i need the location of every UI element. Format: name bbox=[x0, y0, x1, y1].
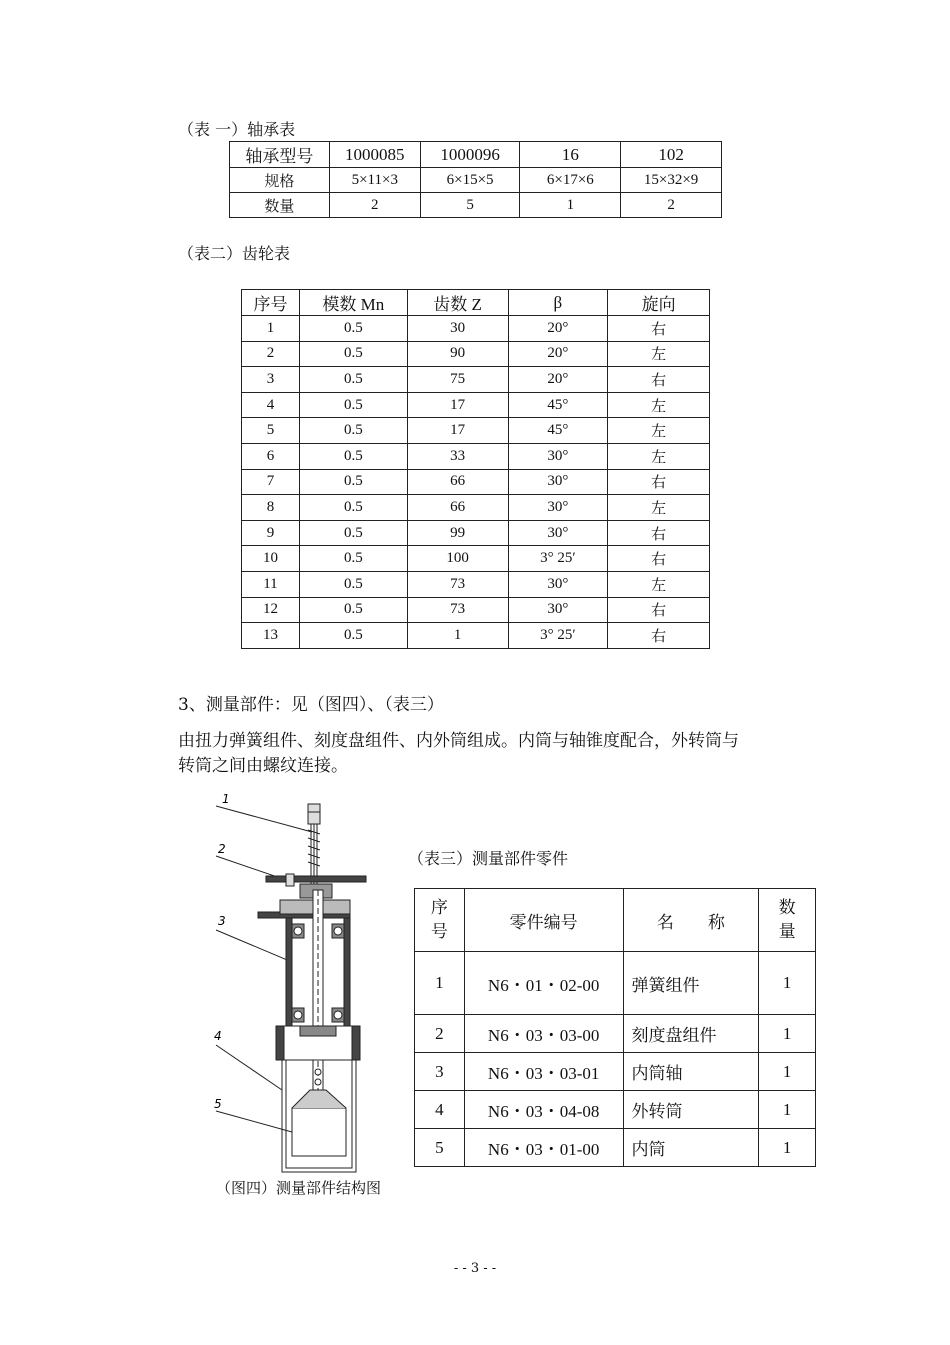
header-cell: β bbox=[508, 290, 608, 316]
table-cell: N6・01・02-00 bbox=[464, 952, 623, 1015]
table-cell: N6・03・04-08 bbox=[464, 1091, 623, 1129]
table-row bbox=[230, 193, 722, 218]
table-cell: 右 bbox=[608, 316, 710, 342]
table-row bbox=[242, 623, 710, 649]
table-cell: 1 bbox=[759, 1015, 816, 1053]
table1-caption: （表 一）轴承表 bbox=[178, 120, 296, 139]
figure4-caption: （图四）测量部件结构图 bbox=[216, 1179, 382, 1197]
paragraph-line: 转筒之间由螺纹连接。 bbox=[178, 756, 348, 776]
table-cell: 5 bbox=[420, 193, 520, 218]
table-cell: 2 bbox=[329, 193, 420, 218]
table-cell: 1 bbox=[759, 1129, 816, 1167]
table-cell: 17 bbox=[407, 392, 508, 418]
table-cell: 5×11×3 bbox=[329, 168, 420, 193]
table-cell: 45° bbox=[508, 418, 608, 444]
table-cell: 1 bbox=[415, 952, 465, 1015]
table-cell: 0.5 bbox=[299, 571, 407, 597]
diagram-label-2: 2 bbox=[218, 842, 226, 856]
table-row bbox=[415, 1015, 816, 1053]
table-cell: 30° bbox=[508, 597, 608, 623]
table-cell: 0.5 bbox=[299, 418, 407, 444]
table-cell: N6・03・03-00 bbox=[464, 1015, 623, 1053]
table-cell: 8 bbox=[242, 495, 300, 521]
table-row bbox=[242, 418, 710, 444]
table-row bbox=[242, 341, 710, 367]
table-cell: 2 bbox=[621, 193, 722, 218]
table-cell: 66 bbox=[407, 469, 508, 495]
table-cell: 右 bbox=[608, 469, 710, 495]
diagram-label-5: 5 bbox=[214, 1097, 222, 1111]
table-cell: 6 bbox=[242, 443, 300, 469]
measuring-parts-table bbox=[414, 888, 816, 1167]
table2-caption: （表二）齿轮表 bbox=[178, 244, 291, 263]
table-cell: 左 bbox=[608, 443, 710, 469]
table-cell: 33 bbox=[407, 443, 508, 469]
table-header-row bbox=[242, 290, 710, 316]
table-cell: 内筒轴 bbox=[623, 1053, 759, 1091]
table-cell: 2 bbox=[415, 1015, 465, 1053]
table-cell: 30° bbox=[508, 520, 608, 546]
leader-line-4 bbox=[216, 1045, 282, 1090]
table-row bbox=[242, 571, 710, 597]
table-cell: 3° 25′ bbox=[508, 623, 608, 649]
table-cell: 7 bbox=[242, 469, 300, 495]
table-cell: 10 bbox=[242, 546, 300, 572]
table-cell: 0.5 bbox=[299, 392, 407, 418]
table-cell: 30 bbox=[407, 316, 508, 342]
table-cell: 0.5 bbox=[299, 597, 407, 623]
header-part-number: 零件编号 bbox=[464, 889, 623, 952]
table-row bbox=[230, 168, 722, 193]
table-cell: 90 bbox=[407, 341, 508, 367]
table-row bbox=[242, 367, 710, 393]
table-row bbox=[242, 597, 710, 623]
table-cell: 外转筒 bbox=[623, 1091, 759, 1129]
table-header-row bbox=[415, 889, 816, 952]
table-row bbox=[242, 392, 710, 418]
table-cell: 100 bbox=[407, 546, 508, 572]
table-cell: 0.5 bbox=[299, 520, 407, 546]
table-cell: 1000085 bbox=[329, 142, 420, 168]
page-number: - - 3 - - bbox=[453, 1261, 497, 1276]
table-cell: 102 bbox=[621, 142, 722, 168]
table-cell: 30° bbox=[508, 571, 608, 597]
table-cell: 弹簧组件 bbox=[623, 952, 759, 1015]
table-cell: 9 bbox=[242, 520, 300, 546]
table-cell: 0.5 bbox=[299, 341, 407, 367]
diagram-label-3: 3 bbox=[218, 914, 226, 928]
table-cell: N6・03・03-01 bbox=[464, 1053, 623, 1091]
table-cell: 刻度盘组件 bbox=[623, 1015, 759, 1053]
table-cell: 5 bbox=[415, 1129, 465, 1167]
table-cell: 5 bbox=[242, 418, 300, 444]
table-cell: 0.5 bbox=[299, 469, 407, 495]
table-cell: 4 bbox=[242, 392, 300, 418]
table-cell: 0.5 bbox=[299, 367, 407, 393]
measuring-part-diagram bbox=[200, 790, 400, 1180]
table-cell: 6×17×6 bbox=[520, 168, 621, 193]
table-cell: 1 bbox=[759, 1053, 816, 1091]
header-cell: 模数 Mn bbox=[299, 290, 407, 316]
bearing-table bbox=[229, 141, 722, 218]
table-cell: 1 bbox=[759, 1091, 816, 1129]
table-cell: 11 bbox=[242, 571, 300, 597]
table-row bbox=[242, 443, 710, 469]
table-row bbox=[242, 316, 710, 342]
table-cell: 1 bbox=[520, 193, 621, 218]
table-cell: 0.5 bbox=[299, 623, 407, 649]
table-row bbox=[242, 520, 710, 546]
table-cell: 左 bbox=[608, 495, 710, 521]
table-cell: 75 bbox=[407, 367, 508, 393]
header-cell: 齿数 Z bbox=[407, 290, 508, 316]
leader-line-1 bbox=[216, 806, 312, 832]
table-cell: 1000096 bbox=[420, 142, 520, 168]
table-cell: 规格 bbox=[230, 168, 330, 193]
table-cell: 4 bbox=[415, 1091, 465, 1129]
table-cell: 73 bbox=[407, 571, 508, 597]
table-cell: 12 bbox=[242, 597, 300, 623]
table-row bbox=[242, 469, 710, 495]
table-cell: 3 bbox=[242, 367, 300, 393]
table-cell: 左 bbox=[608, 392, 710, 418]
diagram-label-4: 4 bbox=[214, 1029, 222, 1043]
table-cell: 73 bbox=[407, 597, 508, 623]
table-cell: 20° bbox=[508, 341, 608, 367]
table-cell: 66 bbox=[407, 495, 508, 521]
section-paragraph bbox=[178, 729, 739, 779]
table-cell: 0.5 bbox=[299, 546, 407, 572]
table-cell: 2 bbox=[242, 341, 300, 367]
table-cell: 13 bbox=[242, 623, 300, 649]
table-row bbox=[415, 1053, 816, 1091]
diagram-label-1: 1 bbox=[222, 792, 230, 806]
table-cell: 30° bbox=[508, 495, 608, 521]
table-cell: 45° bbox=[508, 392, 608, 418]
table-cell: 17 bbox=[407, 418, 508, 444]
paragraph-line: 由扭力弹簧组件、刻度盘组件、内外筒组成。内筒与轴锥度配合，外转筒与 bbox=[178, 731, 739, 751]
table-cell: 30° bbox=[508, 443, 608, 469]
table-cell: 3° 25′ bbox=[508, 546, 608, 572]
header-cell: 序号 bbox=[242, 290, 300, 316]
table-row bbox=[415, 1091, 816, 1129]
table-cell: 0.5 bbox=[299, 495, 407, 521]
table-cell: 数量 bbox=[230, 193, 330, 218]
table-cell: N6・03・01-00 bbox=[464, 1129, 623, 1167]
table-cell: 30° bbox=[508, 469, 608, 495]
table-cell: 轴承型号 bbox=[230, 142, 330, 168]
header-cell: 旋向 bbox=[608, 290, 710, 316]
table-cell: 6×15×5 bbox=[420, 168, 520, 193]
table-cell: 0.5 bbox=[299, 443, 407, 469]
table3-caption: （表三）测量部件零件 bbox=[408, 849, 569, 868]
table-cell: 右 bbox=[608, 520, 710, 546]
table-cell: 左 bbox=[608, 341, 710, 367]
table-cell: 0.5 bbox=[299, 316, 407, 342]
section-heading: 3、测量部件：见（图四）、（表三） bbox=[178, 695, 444, 715]
table-cell: 左 bbox=[608, 571, 710, 597]
table-cell: 16 bbox=[520, 142, 621, 168]
table-row bbox=[415, 1129, 816, 1167]
table-cell: 15×32×9 bbox=[621, 168, 722, 193]
table-cell: 99 bbox=[407, 520, 508, 546]
table-cell: 20° bbox=[508, 367, 608, 393]
table-cell: 右 bbox=[608, 367, 710, 393]
table-row bbox=[415, 952, 816, 1015]
table-cell: 1 bbox=[759, 952, 816, 1015]
table-row bbox=[242, 546, 710, 572]
header-no: 序 号 bbox=[415, 889, 465, 952]
table-cell: 右 bbox=[608, 546, 710, 572]
table-cell: 内筒 bbox=[623, 1129, 759, 1167]
table-cell: 1 bbox=[242, 316, 300, 342]
table-row bbox=[242, 495, 710, 521]
table-cell: 1 bbox=[407, 623, 508, 649]
header-name: 名 称 bbox=[623, 889, 759, 952]
table-cell: 右 bbox=[608, 623, 710, 649]
header-qty: 数 量 bbox=[759, 889, 816, 952]
table-cell: 3 bbox=[415, 1053, 465, 1091]
table-cell: 20° bbox=[508, 316, 608, 342]
table-row bbox=[230, 142, 722, 168]
table-cell: 右 bbox=[608, 597, 710, 623]
gear-table bbox=[241, 289, 710, 649]
table-cell: 左 bbox=[608, 418, 710, 444]
